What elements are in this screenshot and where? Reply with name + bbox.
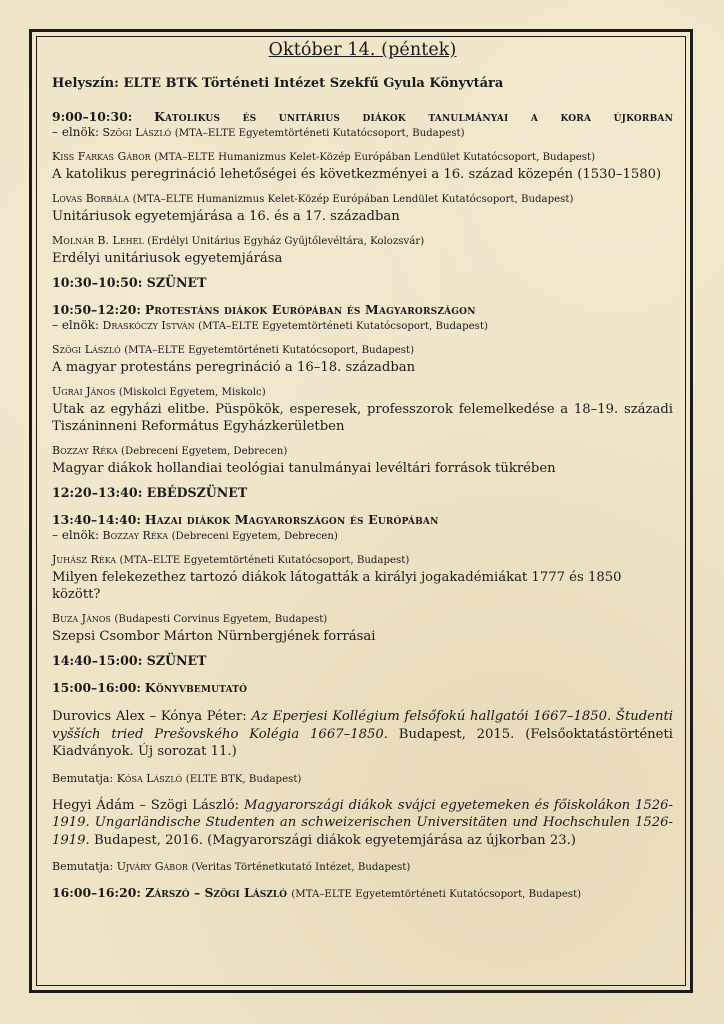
chair-affiliation: (MTA–ELTE Egyetemtörténeti Kutatócsoport, Budapest) bbox=[174, 128, 465, 139]
session-chair bbox=[52, 125, 673, 141]
session-2-heading bbox=[52, 302, 673, 318]
session-time: 13:40–14:40: bbox=[52, 512, 141, 527]
book-authors: Hegyi Ádám – Szögi László: bbox=[52, 797, 240, 813]
break-2: 12:20–13:40: EBÉDSZÜNET bbox=[52, 485, 248, 500]
talk bbox=[52, 384, 673, 435]
speaker-affiliation: (Miskolci Egyetem, Miskolc) bbox=[118, 387, 266, 398]
program-content bbox=[52, 40, 673, 900]
presenter-affiliation: (ELTE BTK, Budapest) bbox=[185, 773, 302, 785]
break-1: 10:30–10:50: SZÜNET bbox=[52, 275, 207, 290]
presenter-name: Kósa László bbox=[116, 771, 183, 785]
session-3-header bbox=[52, 512, 673, 544]
talk-title: Utak az egyházi elitbe. Püspökök, esperesek, professzorok felemelkedése a 18–19. századi Tiszáninneni Református Egyházkerületben bbox=[52, 402, 673, 434]
break-3: 14:40–15:00: SZÜNET bbox=[52, 653, 207, 668]
chair-name: Draskóczy István bbox=[102, 319, 195, 332]
speaker-affiliation: (Budapesti Corvinus Egyetem, Budapest) bbox=[114, 614, 328, 625]
chair-name: Bozzay Réka bbox=[102, 529, 169, 542]
speaker bbox=[52, 342, 673, 358]
talk-title: Erdélyi unitáriusok egyetemjárása bbox=[52, 251, 283, 266]
speaker-name: Kiss Farkas Gábor bbox=[52, 150, 151, 163]
talk-title: Milyen felekezethez tartozó diákok látogatták a királyi jogakadémiákat 1777 és 1850 között? bbox=[52, 570, 622, 602]
chair-prefix: – elnök: bbox=[52, 528, 100, 542]
talk-title: Magyar diákok hollandiai teológiai tanulmányai levéltári források tükrében bbox=[52, 461, 556, 476]
session-1-header bbox=[52, 109, 673, 141]
session-title: Protestáns diákok Európában és Magyarországon bbox=[144, 302, 476, 317]
book-presenter bbox=[52, 771, 673, 787]
book-session-heading bbox=[52, 680, 673, 696]
session-2-header bbox=[52, 302, 673, 334]
book-presenter bbox=[52, 859, 673, 875]
page-title: Október 14. (péntek) bbox=[268, 40, 457, 60]
chair-affiliation: (Debreceni Egyetem, Debrecen) bbox=[171, 531, 338, 542]
speaker-affiliation: (MTA–ELTE Egyetemtörténeti Kutatócsoport, Budapest) bbox=[119, 555, 410, 566]
chair-prefix: – elnök: bbox=[52, 318, 100, 332]
speaker bbox=[52, 384, 673, 400]
speaker bbox=[52, 611, 673, 627]
speaker-name: Molnár B. Lehel bbox=[52, 234, 144, 247]
speaker bbox=[52, 191, 673, 207]
book-publication: Budapest, 2016. (Magyarországi diákok egyetemjárása az újkorban 23.) bbox=[93, 832, 576, 848]
session-time: 16:00–16:20: bbox=[52, 885, 141, 900]
closing-affiliation: (MTA–ELTE Egyetemtörténeti Kutatócsoport, Budapest) bbox=[291, 889, 582, 900]
venue: Helyszín: ELTE BTK Történeti Intézet Szekfű Gyula Könyvtára bbox=[52, 76, 504, 91]
session-title: Zárszó – Szögi László bbox=[145, 885, 287, 900]
talk bbox=[52, 443, 673, 477]
session-time: 9:00–10:30: bbox=[52, 109, 133, 124]
speaker-name: Buza János bbox=[52, 612, 111, 625]
presenter-name: Ujváry Gábor bbox=[116, 860, 188, 873]
chair-prefix: – elnök: bbox=[52, 125, 100, 139]
speaker-affiliation: (Debreceni Egyetem, Debrecen) bbox=[121, 446, 288, 457]
speaker-affiliation: (MTA–ELTE Humanizmus Kelet-Közép Európában Lendület Kutatócsoport, Budapest) bbox=[154, 152, 596, 163]
speaker-affiliation: (MTA–ELTE Humanizmus Kelet-Közép Európában Lendület Kutatócsoport, Budapest) bbox=[132, 194, 574, 205]
session-title: Könyvbemutató bbox=[144, 680, 248, 695]
talk bbox=[52, 611, 673, 645]
speaker bbox=[52, 443, 673, 459]
talk bbox=[52, 149, 673, 183]
talk-title: Szepsi Csombor Márton Nürnbergjének forrásai bbox=[52, 629, 376, 644]
speaker bbox=[52, 552, 673, 568]
speaker-name: Bozzay Réka bbox=[52, 444, 118, 457]
session-chair bbox=[52, 318, 673, 334]
book-title: Magyarországi diákok svájci egyetemeken és főiskolákon 1526-1919. Ungarländische Studenten an schweizerischen Universitäten und Hochschulen 1526-1919. bbox=[52, 797, 673, 848]
chair-name: Szögi László bbox=[102, 126, 172, 139]
session-chair bbox=[52, 528, 673, 544]
closing-session bbox=[52, 885, 673, 900]
speaker bbox=[52, 233, 673, 249]
book-entry bbox=[52, 708, 673, 761]
talk-title: Unitáriusok egyetemjárása a 16. és a 17. században bbox=[52, 209, 400, 224]
book-title: Az Eperjesi Kollégium felsőfokú hallgatói 1667–1850. Študenti vyšších tried Prešovského Kolégia 1667–1850. bbox=[52, 709, 673, 742]
session-3-heading bbox=[52, 512, 673, 528]
talk-title: A magyar protestáns peregrináció a 16–18. században bbox=[52, 360, 416, 375]
speaker-name: Szögi László bbox=[52, 343, 121, 356]
presenter-affiliation: (Veritas Történetkutató Intézet, Budapest) bbox=[191, 862, 411, 873]
book-entry bbox=[52, 797, 673, 850]
session-time: 10:50–12:20: bbox=[52, 302, 141, 317]
talk bbox=[52, 191, 673, 225]
talk bbox=[52, 552, 673, 603]
chair-affiliation: (MTA–ELTE Egyetemtörténeti Kutatócsoport, Budapest) bbox=[198, 321, 488, 332]
talk bbox=[52, 233, 673, 267]
speaker-name: Juhász Réka bbox=[52, 553, 116, 566]
speaker-affiliation: (MTA–ELTE Egyetemtörténeti Kutatócsoport, Budapest) bbox=[124, 345, 415, 356]
presenter-prefix: Bemutatja: bbox=[52, 771, 114, 785]
session-1-heading bbox=[52, 109, 673, 125]
book-publication: Budapest, 2015. (Felsőoktatástörténeti Kiadványok. Új sorozat 11.) bbox=[52, 726, 673, 759]
talk bbox=[52, 342, 673, 376]
talk-title: A katolikus peregrináció lehetőségei és következményei a 16. század közepén (1530–1580) bbox=[52, 167, 662, 182]
speaker-affiliation: (Erdélyi Unitárius Egyház Gyűjtőlevéltára, Kolozsvár) bbox=[147, 236, 425, 247]
session-time: 15:00–16:00: bbox=[52, 680, 141, 695]
speaker-name: Lovas Borbála bbox=[52, 192, 130, 205]
speaker-name: Ugrai János bbox=[52, 385, 116, 398]
presenter-prefix: Bemutatja: bbox=[52, 860, 114, 873]
session-title: Hazai diákok Magyarországon és Európában bbox=[144, 512, 439, 527]
session-title: Katolikus és unitárius diákok tanulmányai a kora újkorban bbox=[154, 109, 673, 124]
book-authors: Durovics Alex – Kónya Péter: bbox=[52, 709, 247, 724]
speaker bbox=[52, 149, 673, 165]
